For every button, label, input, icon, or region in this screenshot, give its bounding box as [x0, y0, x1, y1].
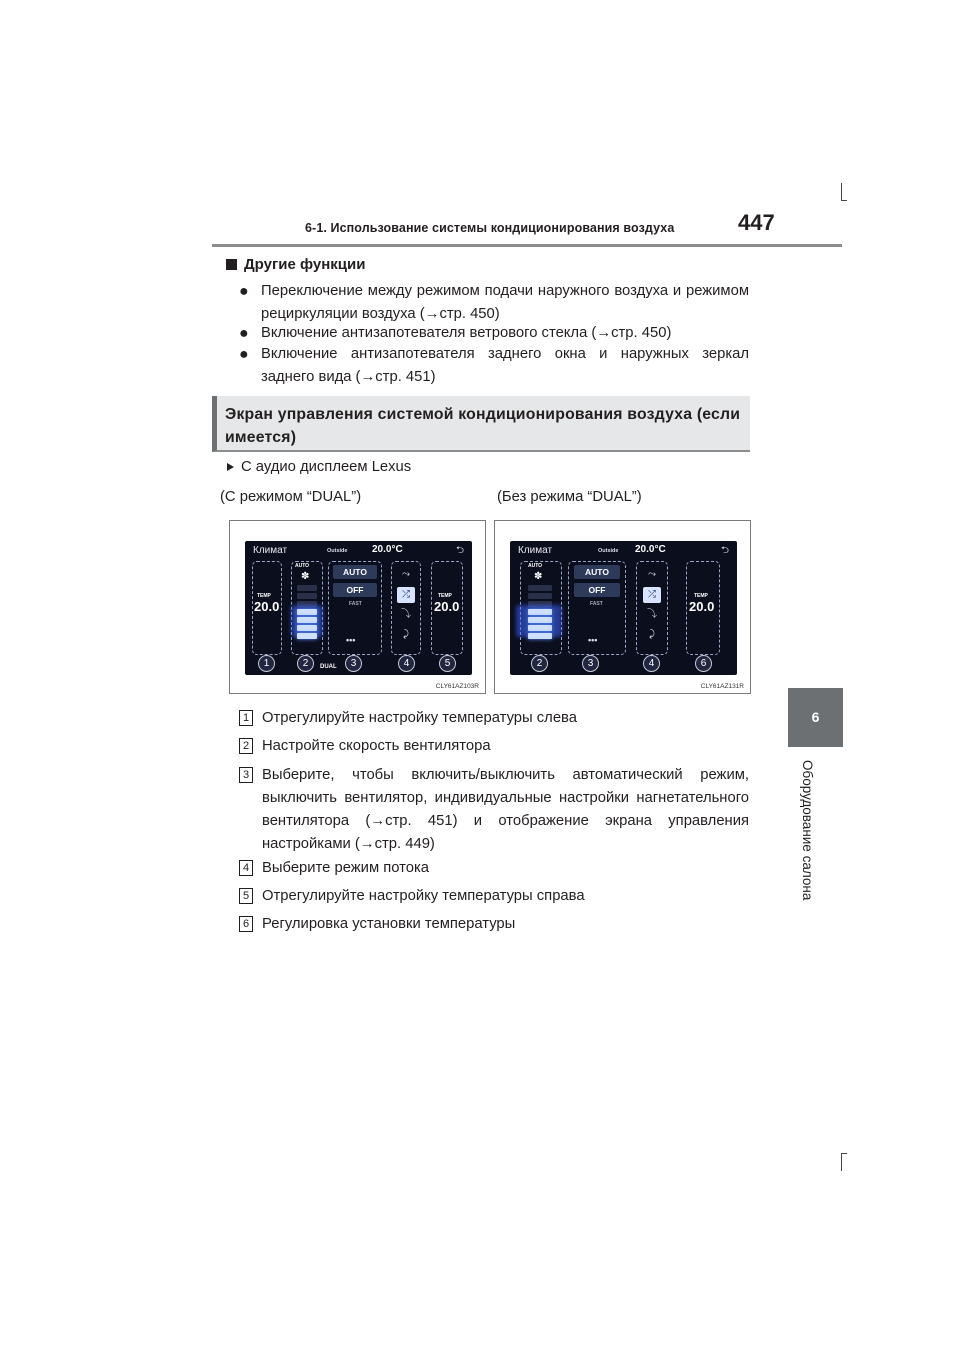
mode-feet-icon[interactable]: ⤵ — [647, 609, 657, 620]
callout-number: 2 — [239, 738, 253, 754]
callout-marker: 4 — [643, 655, 660, 672]
mode-feet-defrost-icon[interactable]: ⤸ — [649, 629, 655, 640]
crop-mark-top-right — [841, 183, 842, 201]
callout-text: Настройте скорость вентилятора — [262, 738, 491, 754]
round-bullet-icon: ● — [239, 283, 249, 300]
list-item-text: Переключение между режимом подачи наружного воздуха и режимом рециркуляции воздуха (→стр. 450) — [261, 283, 749, 322]
mode-feet-defrost-icon[interactable]: ⤸ — [403, 629, 409, 640]
right-temp-value: 20.0 — [434, 599, 460, 614]
left-temp-label: TEMP — [257, 593, 271, 599]
section-heading: Экран управления системой кондиционирования воздуха (если имеется) — [212, 396, 750, 452]
right-temp-label: TEMP — [438, 593, 452, 599]
header-rule — [212, 244, 842, 247]
callout-item — [239, 707, 749, 730]
mode-face-feet-icon[interactable]: ⤮ — [397, 587, 415, 603]
screen-title: Климат — [518, 545, 553, 556]
callout-item — [239, 764, 749, 856]
fan-level-cell-active — [528, 609, 552, 615]
fan-level-cell-active — [297, 625, 317, 631]
left-figure-caption: (С режимом “DUAL”) — [220, 489, 362, 505]
round-bullet-icon: ● — [239, 346, 249, 363]
climate-screen-single — [510, 541, 737, 675]
fan-level-cell-active — [297, 617, 317, 623]
callout-item — [239, 885, 749, 908]
fast-label: FAST — [349, 601, 362, 607]
fast-label: FAST — [590, 601, 603, 607]
fan-off-button[interactable]: OFF — [333, 583, 377, 597]
back-icon[interactable]: ⮌ — [720, 545, 729, 556]
other-functions-title: Другие функции — [244, 256, 366, 273]
list-item-text: Включение антизапотевателя заднего окна и наружных зеркал заднего вида (→стр. 451) — [261, 346, 749, 385]
list-item-text: Включение антизапотевателя ветрового стекла (→стр. 450) — [261, 325, 672, 341]
list-item — [239, 322, 749, 345]
square-bullet-icon — [226, 259, 237, 270]
mode-face-icon[interactable]: ⤳ — [402, 569, 410, 580]
outside-temp: 20.0°C — [372, 544, 403, 555]
fan-level-cell-active — [297, 633, 317, 639]
callout-item — [239, 857, 749, 880]
left-figure — [229, 520, 486, 694]
callout-item — [239, 913, 749, 936]
outside-label: Outside — [598, 548, 619, 554]
crop-mark-bottom-right-foot — [841, 1153, 847, 1154]
temp-value: 20.0 — [689, 599, 715, 614]
running-header: 6-1. Использование системы кондиционирования воздуха — [305, 221, 675, 235]
callout-marker: 6 — [695, 655, 712, 672]
more-settings-icon[interactable]: ••• — [346, 635, 356, 645]
more-settings-icon[interactable]: ••• — [588, 635, 598, 645]
callout-number: 1 — [239, 710, 253, 726]
right-figure-caption: (Без режима “DUAL”) — [497, 489, 642, 505]
figure-code: CLY61AZ131R — [700, 683, 744, 690]
callout-text: Отрегулируйте настройку температуры слева — [262, 710, 577, 726]
left-temp-value: 20.0 — [254, 599, 280, 614]
callout-marker: 2 — [297, 655, 314, 672]
chapter-tab: 6 — [788, 688, 843, 747]
chapter-label: Оборудование салона — [800, 760, 815, 901]
list-item — [239, 343, 749, 389]
auto-button[interactable]: AUTO — [574, 565, 620, 579]
screen-title: Климат — [253, 545, 288, 556]
temp-label: TEMP — [694, 593, 708, 599]
mode-face-feet-icon[interactable]: ⤮ — [643, 587, 661, 603]
other-functions-heading — [226, 256, 365, 273]
callout-marker: 1 — [258, 655, 275, 672]
fan-level-cell-active — [528, 617, 552, 623]
callout-number: 4 — [239, 860, 253, 876]
fan-icon: ✽ — [534, 571, 543, 582]
fan-off-button[interactable]: OFF — [574, 583, 620, 597]
fan-level-cell — [297, 593, 317, 599]
mode-feet-icon[interactable]: ⤵ — [401, 609, 411, 620]
list-item — [239, 280, 749, 326]
right-figure — [494, 520, 751, 694]
page-number: 447 — [738, 210, 775, 235]
fan-level-cell-active — [528, 633, 552, 639]
callout-marker: 3 — [345, 655, 362, 672]
callout-text: Регулировка установки температуры — [262, 916, 516, 932]
fan-level-cell — [528, 585, 552, 591]
crop-mark-top-right-foot — [841, 200, 847, 201]
auto-indicator: AUTO — [295, 563, 310, 569]
fan-level-cell-active — [297, 609, 317, 615]
callout-text: Выберите режим потока — [262, 860, 430, 876]
mode-face-icon[interactable]: ⤳ — [648, 569, 656, 580]
figure-code: CLY61AZ103R — [435, 683, 479, 690]
fan-level-cell — [297, 585, 317, 591]
callout-marker: 3 — [582, 655, 599, 672]
variant-line — [227, 459, 411, 475]
callout-number: 6 — [239, 916, 253, 932]
crop-mark-bottom-right — [841, 1153, 842, 1171]
callout-marker: 2 — [531, 655, 548, 672]
fan-icon: ✽ — [301, 571, 310, 582]
dual-button[interactable]: DUAL — [320, 664, 337, 670]
auto-indicator: AUTO — [528, 563, 543, 569]
callout-text: Отрегулируйте настройку температуры справа — [262, 888, 585, 904]
fan-level-cell-active — [528, 625, 552, 631]
auto-button[interactable]: AUTO — [333, 565, 377, 579]
outside-temp: 20.0°C — [635, 544, 666, 555]
variant-text: С аудио дисплеем Lexus — [241, 459, 412, 475]
callout-marker: 4 — [398, 655, 415, 672]
triangle-arrow-icon — [227, 463, 234, 471]
callout-number: 3 — [239, 767, 253, 783]
callout-marker: 5 — [439, 655, 456, 672]
round-bullet-icon: ● — [239, 325, 249, 342]
back-icon[interactable]: ⮌ — [455, 545, 464, 556]
callout-item — [239, 735, 749, 758]
callout-text: Выберите, чтобы включить/выключить автоматический режим, выключить вентилятор, индивидуальные настройки нагнетательного вентилятора (→стр. 451) и отображение экрана управления настройками (→стр. 449) — [262, 767, 749, 852]
callout-number: 5 — [239, 888, 253, 904]
climate-screen-dual — [245, 541, 472, 675]
outside-label: Outside — [327, 548, 348, 554]
fan-level-cell — [528, 593, 552, 599]
